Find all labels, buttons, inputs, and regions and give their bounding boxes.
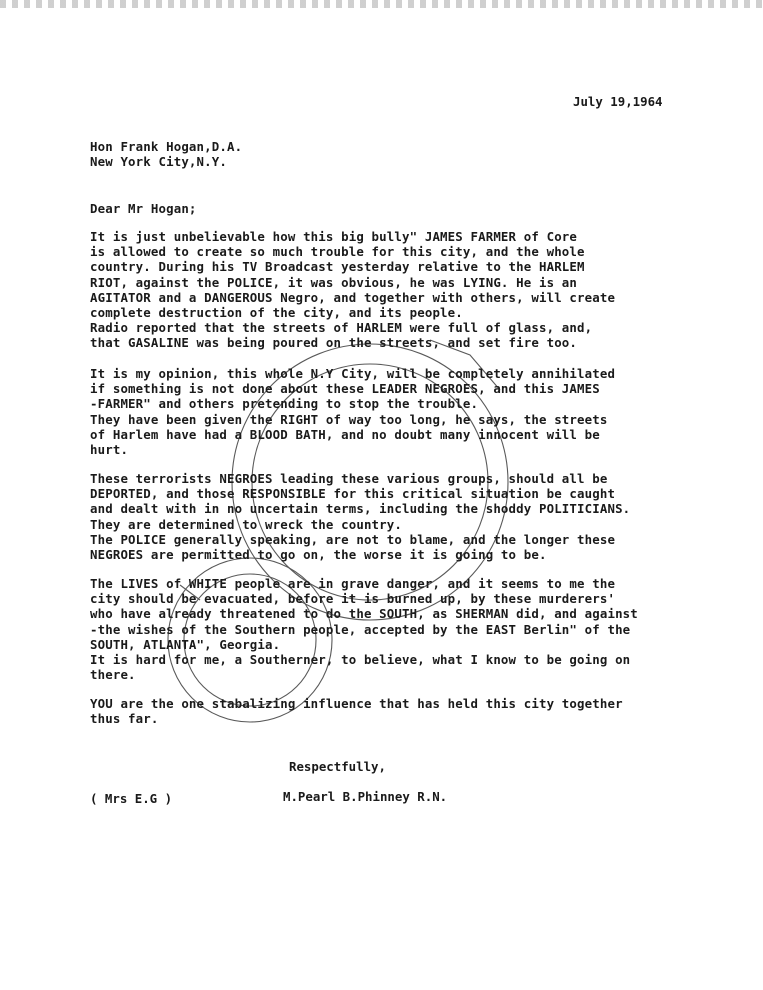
line: complete destruction of the city, and its people. [90, 305, 463, 321]
line: It is my opinion, this whole N.Y City, will be completely annihilated [90, 366, 616, 381]
paragraph-3 [90, 471, 630, 562]
line: country. During his TV Broadcast yesterday relative to the HARLEM [90, 259, 585, 275]
signature: M.Pearl B.Phinney R.N. [283, 789, 448, 804]
line: SOUTH, ATLANTA", Georgia. [90, 636, 281, 652]
line: The POLICE generally speaking, are not to blame, and the longer these [90, 531, 616, 547]
line: is allowed to create so much trouble for this city, and the whole [90, 244, 585, 260]
paragraph-4 [90, 576, 638, 682]
line: that GASALINE was being poured on the streets, and set fire too. [90, 335, 578, 351]
line: The LIVES of WHITE people are in grave danger, and it seems to me the [90, 576, 616, 591]
salutation: Dear Mr Hogan; [90, 201, 197, 216]
line: They have been given the RIGHT of way too long, he says, the streets [90, 411, 608, 427]
line: RIOT, against the POLICE, it was obvious, he was LYING. He is an [90, 274, 578, 290]
line: if something is not done about these LEADER NEGROES, and this JAMES [90, 381, 600, 397]
line: of Harlem have had a BLOOD BATH, and no doubt many innocent will be [90, 426, 600, 442]
line: Radio reported that the streets of HARLEM were full of glass, and, [90, 320, 593, 336]
closing: Respectfully, [289, 759, 386, 774]
line: NEGROES are permitted to go on, the worse it is going to be. [90, 547, 547, 563]
line: -the wishes of the Southern people, accepted by the EAST Berlin" of the [90, 621, 631, 637]
line: AGITATOR and a DANGEROUS Negro, and together with others, will create [90, 289, 616, 305]
paragraph-1 [90, 229, 615, 351]
perforation-edge [0, 0, 763, 8]
letter-date: July 19,1964 [573, 94, 663, 109]
line: It is just unbelievable how this big bully" JAMES FARMER of Core [90, 229, 578, 244]
typist-initials: ( Mrs E.G ) [90, 791, 173, 806]
line: It is hard for me, a Southerner, to believe, what I know to be going on [90, 652, 631, 668]
line: city should be evacuated, before it is burned up, by these murderers' [90, 591, 616, 607]
recipient-city: New York City,N.Y. [90, 154, 227, 170]
line: thus far. [90, 711, 159, 727]
line: They are determined to wreck the country. [90, 516, 403, 532]
line: and dealt with in no uncertain terms, including the shoddy POLITICIANS. [90, 501, 631, 517]
line: These terrorists NEGROES leading these various groups, should all be [90, 471, 608, 486]
line: DEPORTED, and those RESPONSIBLE for this critical situation be caught [90, 486, 616, 502]
recipient-name: Hon Frank Hogan,D.A. [90, 139, 243, 154]
line: there. [90, 667, 136, 683]
line: YOU are the one stabalizing influence that has held this city together [90, 696, 623, 711]
line: who have already threatened to do the SOUTH, as SHERMAN did, and against [90, 606, 638, 622]
line: -FARMER" and others pretending to stop the trouble. [90, 396, 479, 412]
paragraph-2 [90, 366, 615, 457]
paragraph-5 [90, 696, 623, 726]
line: hurt. [90, 442, 129, 458]
recipient-address [90, 139, 242, 169]
